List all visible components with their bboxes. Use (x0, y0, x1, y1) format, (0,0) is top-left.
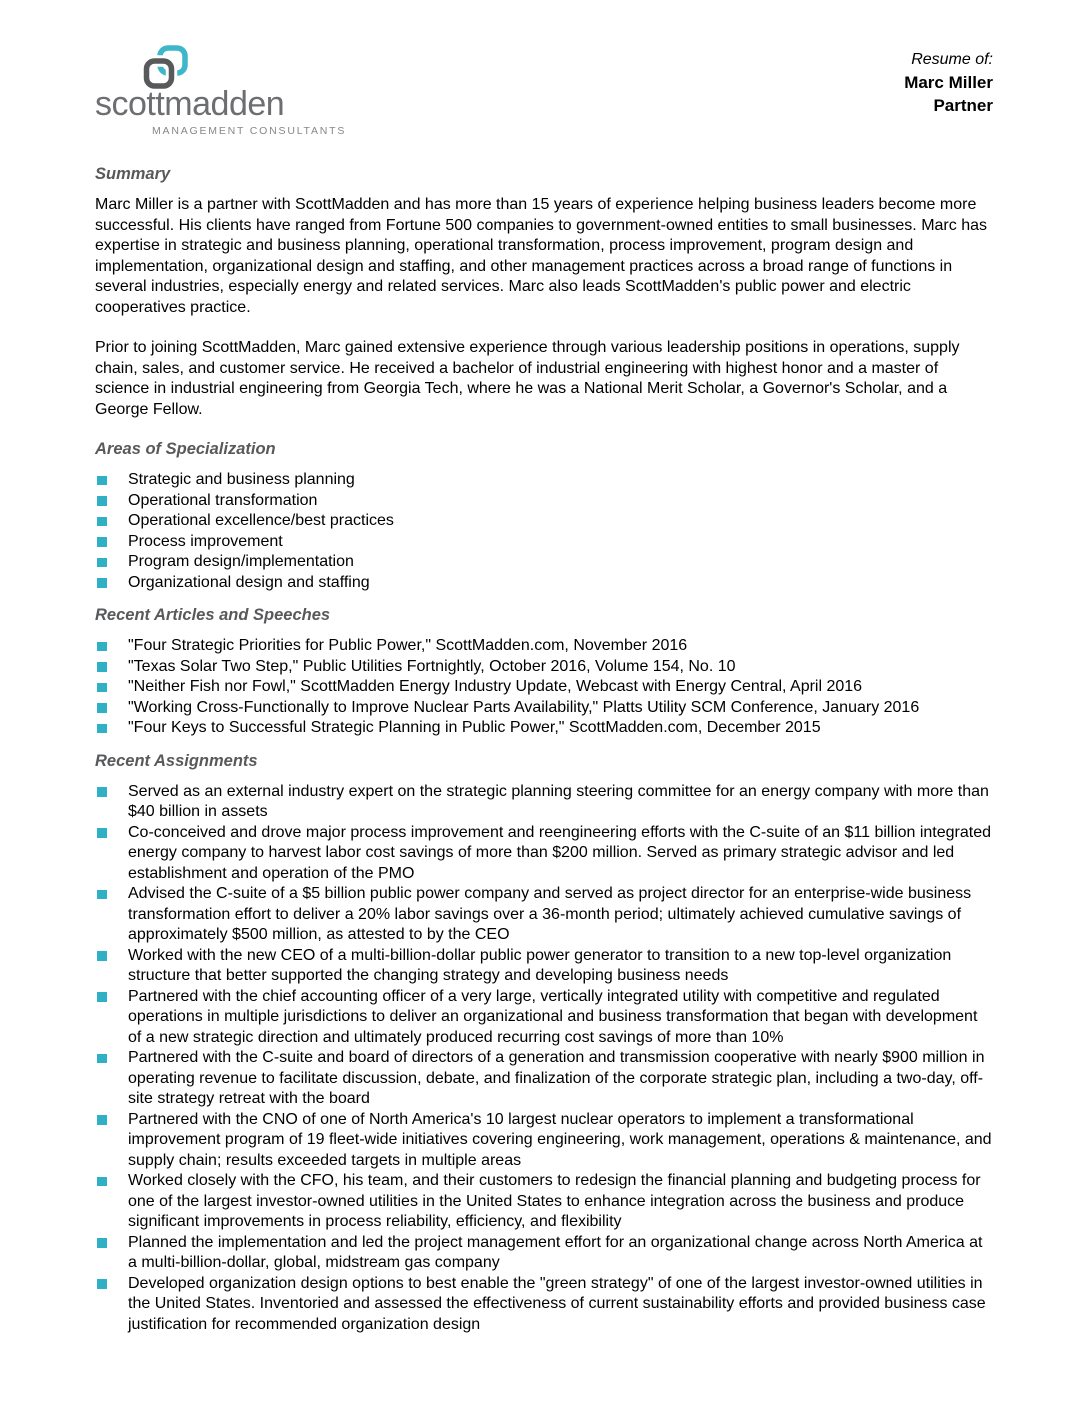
list-item-text: Planned the implementation and led the project management effort for an organizational change across North America at a multi-billion-dollar, global, midstream gas company (128, 1233, 983, 1271)
list-item-text: Operational excellence/best practices (128, 512, 394, 529)
person-title: Partner (933, 96, 993, 115)
list-item (95, 987, 993, 1049)
list-item-text: Partnered with the CNO of one of North America's 10 largest nuclear operators to implement a transformational improvement program of 19 fleet-wide initiatives covering engineering, work management, operations & maintenance, and supply chain; results exceeded targets in multiple areas (128, 1110, 992, 1169)
list-item-text: Partnered with the C-suite and board of directors of a generation and transmission cooperative with nearly $900 million in operating revenue to facilitate discussion, debate, and finalization of the corporate strategic plan, including a two-day, off-site strategy retreat with the board (128, 1049, 985, 1107)
list-item-text: Program design/implementation (128, 553, 354, 570)
resume-header (904, 48, 993, 117)
list-item (95, 1171, 993, 1233)
section-heading-articles: Recent Articles and Speeches (95, 606, 331, 624)
list-item-text: Advised the C-suite of a $5 billion public power company and served as project director for an enterprise-wide business transformation effort to deliver a 20% labor savings over a 36-month period; ultimately achieved cumulative savings of approximately $500 million, as attested to by the CEO (128, 885, 972, 943)
bullet-square-icon (97, 1054, 107, 1064)
resume-of-label: Resume of: (911, 51, 993, 68)
list-item (95, 718, 993, 739)
list-item (95, 1233, 993, 1274)
list-item-text: Worked closely with the CFO, his team, and their customers to redesign the financial planning and budgeting process for one of the largest investor-owned utilities in the United States to enhance integration across the business and produce significant improvements in process reliability, efficiency, and flexibility (128, 1172, 981, 1230)
person-name: Marc Miller (904, 73, 993, 92)
summary-paragraph: Marc Miller is a partner with ScottMadden and has more than 15 years of experience helping business leaders become more successful. His clients have ranged from Fortune 500 companies to government-owned entities to small businesses. Marc has expertise in strategic and business planning, operational transformation, process improvement, program design and implementation, organizational design and staffing, and other management practices across a broad range of functions in several industries, especially energy and related services. Marc also leads ScottMadden's public power and electric cooperatives practice. (95, 196, 987, 316)
bullet-square-icon (97, 1177, 107, 1187)
bullet-square-icon (97, 476, 107, 486)
bullet-square-icon (97, 703, 107, 713)
list-item (95, 1048, 993, 1110)
list-item (95, 552, 993, 573)
section-heading-summary: Summary (95, 165, 171, 183)
bullet-square-icon (97, 1238, 107, 1248)
list-item-text: "Texas Solar Two Step," Public Utilities Fortnightly, October 2016, Volume 154, No. 10 (128, 657, 736, 675)
bullet-square-icon (97, 787, 107, 797)
logo-tagline: MANAGEMENT CONSULTANTS (152, 125, 347, 137)
bullet-square-icon (97, 662, 107, 672)
bullet-square-icon (97, 992, 107, 1002)
list-item-text: Worked with the new CEO of a multi-billion-dollar public power generator to transition to a new top-level organization structure that better supported the changing strategy and developing business needs (128, 946, 952, 984)
bullet-square-icon (97, 642, 107, 652)
list-item (95, 636, 993, 657)
list-item-text: Developed organization design options to best enable the "green strategy" of one of the largest investor-owned utilities in the United States. Inventoried and assessed the effectiveness of current sustainability efforts and provided business case justification for recommended organization design (128, 1274, 986, 1333)
bullet-square-icon (97, 537, 107, 547)
logo-wordmark: scottmadden (95, 85, 285, 123)
section-heading-assignments: Recent Assignments (95, 751, 258, 770)
list-item-text: "Neither Fish nor Fowl," ScottMadden Energy Industry Update, Webcast with Energy Central, April 2016 (128, 678, 863, 695)
list-item (95, 677, 993, 698)
bullet-square-icon (97, 578, 107, 588)
bullet-square-icon (97, 828, 107, 838)
list-item-text: Co-conceived and drove major process improvement and reengineering efforts with the C-suite of an $11 billion integrated energy company to harvest labor cost savings of more than $200 million. Served as primary strategic advisor and led establishment and operation of the PMO (128, 823, 991, 882)
list-item-text: Operational transformation (128, 491, 318, 509)
list-item (95, 491, 993, 512)
list-item-text: Served as an external industry expert on the strategic planning steering committee for an energy company with more than $40 billion in assets (128, 782, 989, 820)
bullet-square-icon (97, 724, 107, 734)
bullet-square-icon (97, 1279, 107, 1289)
list-item (95, 470, 993, 491)
list-item (95, 511, 993, 532)
list-item-text: "Four Keys to Successful Strategic Planning in Public Power," ScottMadden.com, December 2015 (128, 719, 821, 736)
bullet-square-icon (97, 558, 107, 568)
list-item (95, 782, 993, 823)
list-item (95, 657, 993, 678)
list-item (95, 1110, 993, 1172)
list-item-text: Strategic and business planning (128, 471, 355, 488)
list-item-text: "Four Strategic Priorities for Public Power," ScottMadden.com, November 2016 (128, 637, 688, 654)
section-heading-specialization: Areas of Specialization (95, 440, 276, 458)
bullet-square-icon (97, 1115, 107, 1125)
assignments-list (95, 782, 993, 1336)
list-item (95, 698, 993, 719)
list-item (95, 946, 993, 987)
bullet-square-icon (97, 890, 107, 900)
bullet-square-icon (97, 683, 107, 693)
list-item (95, 573, 993, 594)
list-item (95, 823, 993, 885)
specialization-list (95, 470, 993, 593)
bullet-square-icon (97, 951, 107, 961)
bullet-square-icon (97, 496, 107, 506)
list-item-text: Partnered with the chief accounting officer of a very large, vertically integrated utility with competitive and regulated operations in multiple jurisdictions to deliver an organizational and business transformation that began with development of a new strategic direction and ultimately produced recurring cost savings of more than 10% (128, 987, 978, 1046)
list-item (95, 884, 993, 946)
bullet-square-icon (97, 517, 107, 527)
list-item (95, 532, 993, 553)
scottmadden-logo (95, 45, 346, 137)
list-item-text: Process improvement (128, 532, 283, 550)
articles-list (95, 636, 993, 739)
scottmadden-logo-icon (143, 45, 346, 89)
list-item-text: Organizational design and staffing (128, 573, 370, 591)
list-item-text: "Working Cross-Functionally to Improve Nuclear Parts Availability," Platts Utility SCM Conference, January 2016 (128, 698, 920, 716)
summary-paragraph: Prior to joining ScottMadden, Marc gained extensive experience through various leadership positions in operations, supply chain, sales, and customer service. He received a bachelor of industrial engineering with highest honor and a master of science in industrial engineering from Georgia Tech, where he was a National Merit Scholar, a Governor's Scholar, and a George Fellow. (95, 339, 960, 418)
list-item (95, 1274, 993, 1336)
